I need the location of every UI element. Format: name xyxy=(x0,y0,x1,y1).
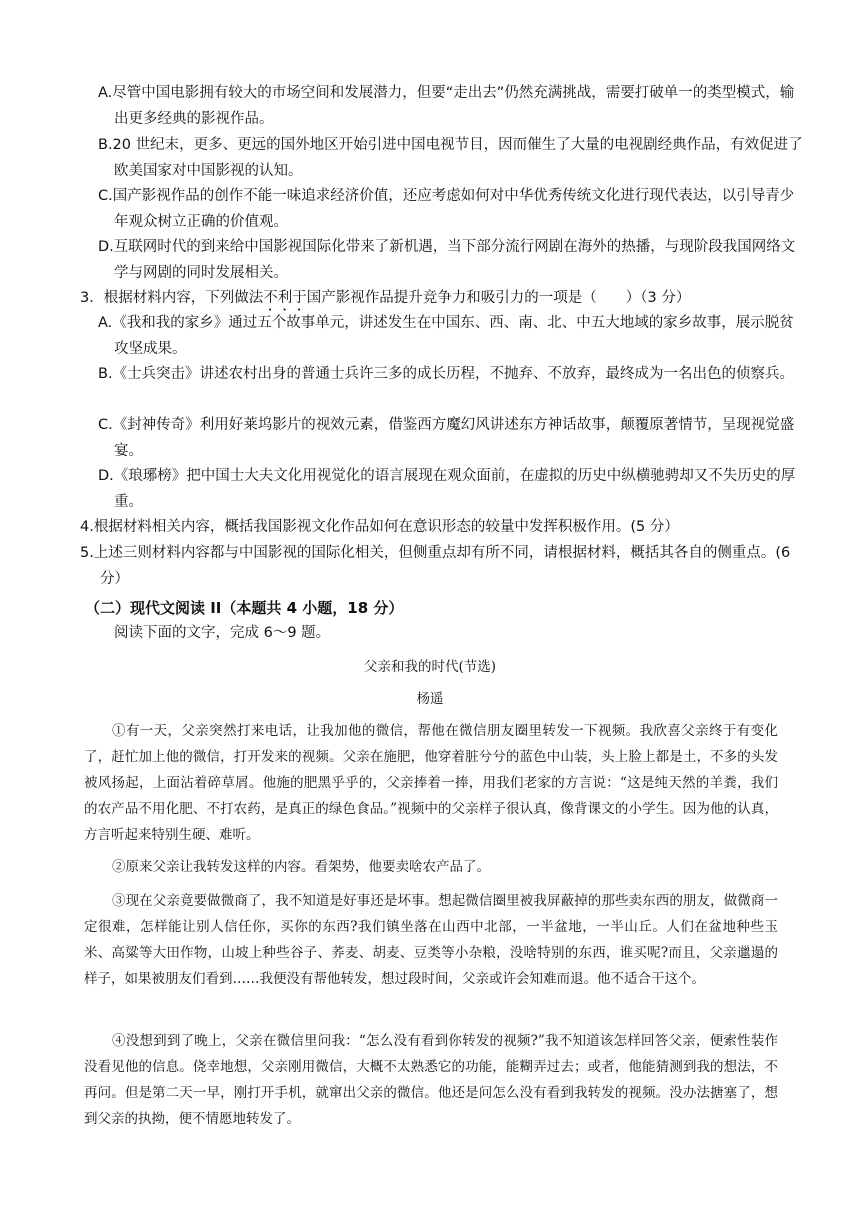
article-paragraph-4: ④没想到到了晚上，父亲在微信里问我：“怎么没有看到你转发的视频?”我不知道该怎样回答父亲，便索性装作没看见他的信息。侥幸地想，父亲刚用微信，大概不太熟悉它的功能，能糊弄过去；或者，他能猜测到我的想法，不再问。但是第二天一早，刚打开手机，就窜出父亲的微信。他还是问怎么没有看到我转发的视频。没办法搪塞了，想到父亲的执拗，便不情愿地转发了。 xyxy=(84,1033,778,1127)
q2-option-d: D.互联网时代的到来给中国影视国际化带来了新机遇，当下部分流行网剧在海外的热播，与现阶段我国网络文学与网剧的同时发展相关。 xyxy=(98,239,796,281)
question-3-prefix: 3．根据材料内容，下列做法 xyxy=(80,290,264,306)
q2-option-b: B.20 世纪末，更多、更远的国外地区开始引进中国电视节目，因而催生了大量的电视剧经典作品，有效促进了欧美国家对中国影视的认知。 xyxy=(98,137,803,179)
q3-option-d: D.《琅琊榜》把中国士大夫文化用视觉化的语言展现在观众面前，在虚拟的历史中纵横驰骋却又不失历史的厚重。 xyxy=(98,468,796,510)
q3-option-b: B.《士兵突击》讲述农村出身的普通士兵许三多的成长历程，不抛弃、不放弃，最终成为一名出色的侦察兵。 xyxy=(98,366,795,382)
question-3-emphasis: 不利于 xyxy=(263,290,307,306)
question-4: 4.根据材料相关内容，概括我国影视文化作品如何在意识形态的较量中发挥积极作用。(5 分） xyxy=(80,519,679,535)
article-paragraph-2: ②原来父亲让我转发这样的内容。看架势，他要卖啥农产品了。 xyxy=(112,859,490,875)
question-5: 5.上述三则材料内容都与中国影视的国际化相关，但侧重点却有所不同，请根据材料，概括其各自的侧重点。(6 分） xyxy=(80,545,791,587)
q2-option-c: C.国产影视作品的创作不能一味追求经济价值，还应考虑如何对中华优秀传统文化进行现代表达，以引导青少年观众树立正确的价值观。 xyxy=(98,188,795,230)
article-author: 杨遥 xyxy=(416,691,444,707)
article-paragraph-1: ①有一天，父亲突然打来电话，让我加他的微信，帮他在微信朋友圈里转发一下视频。我欣喜父亲终于有变化了，赶忙加上他的微信，打开发来的视频。父亲在施肥，他穿着脏兮兮的蓝色中山装，头上脸上都是土，不多的头发被风扬起，上面沾着碎草屑。他施的肥黑乎乎的，父亲捧着一捧，用我们老家的方言说：“这是纯天然的羊粪，我们的农产品不用化肥、不打农药，是真正的绿色食品。”视频中的父亲样子很认真，像背课文的小学生。因为他的认真，方言听起来特别生硬、难听。 xyxy=(84,723,778,843)
section-heading: （二）现代文阅读 II（本题共 4 小题，18 分） xyxy=(85,599,404,617)
q3-option-a: A.《我和我的家乡》通过五个故事单元，讲述发生在中国东、西、南、北、中五大地域的家乡故事，展示脱贫攻坚成果。 xyxy=(98,315,794,357)
question-3-suffix: 国产影视作品提升竞争力和吸引力的一项是（ ）（3 分） xyxy=(306,290,691,306)
article-paragraph-3: ③现在父亲竟要做微商了，我不知道是好事还是坏事。想起微信圈里被我屏蔽掉的那些卖东西的朋友，做微商一定很难，怎样能让别人信任你，买你的东西?我们镇坐落在山西中北部，一半盆地，一半山丘。人们在盆地种些玉米、高粱等大田作物，山坡上种些谷子、荞麦、胡麦、豆类等小杂粮，没啥特别的东西，谁买呢?而且，父亲邋遢的样子，如果被朋友们看到……我便没有帮他转发，想过段时间，父亲或许会知难而退。他不适合干这个。 xyxy=(84,893,778,987)
article-title: 父亲和我的时代(节选) xyxy=(363,659,497,675)
reading-instruction: 阅读下面的文字，完成 6～9 题。 xyxy=(114,625,331,641)
q2-option-a: A.尽管中国电影拥有较大的市场空间和发展潜力，但要“走出去”仍然充满挑战，需要打破单一的类型模式，输出更多经典的影视作品。 xyxy=(98,85,795,127)
q3-option-c: C.《封神传奇》利用好莱坞影片的视效元素，借鉴西方魔幻风讲述东方神话故事，颠覆原著情节，呈现视觉盛宴。 xyxy=(98,417,795,459)
